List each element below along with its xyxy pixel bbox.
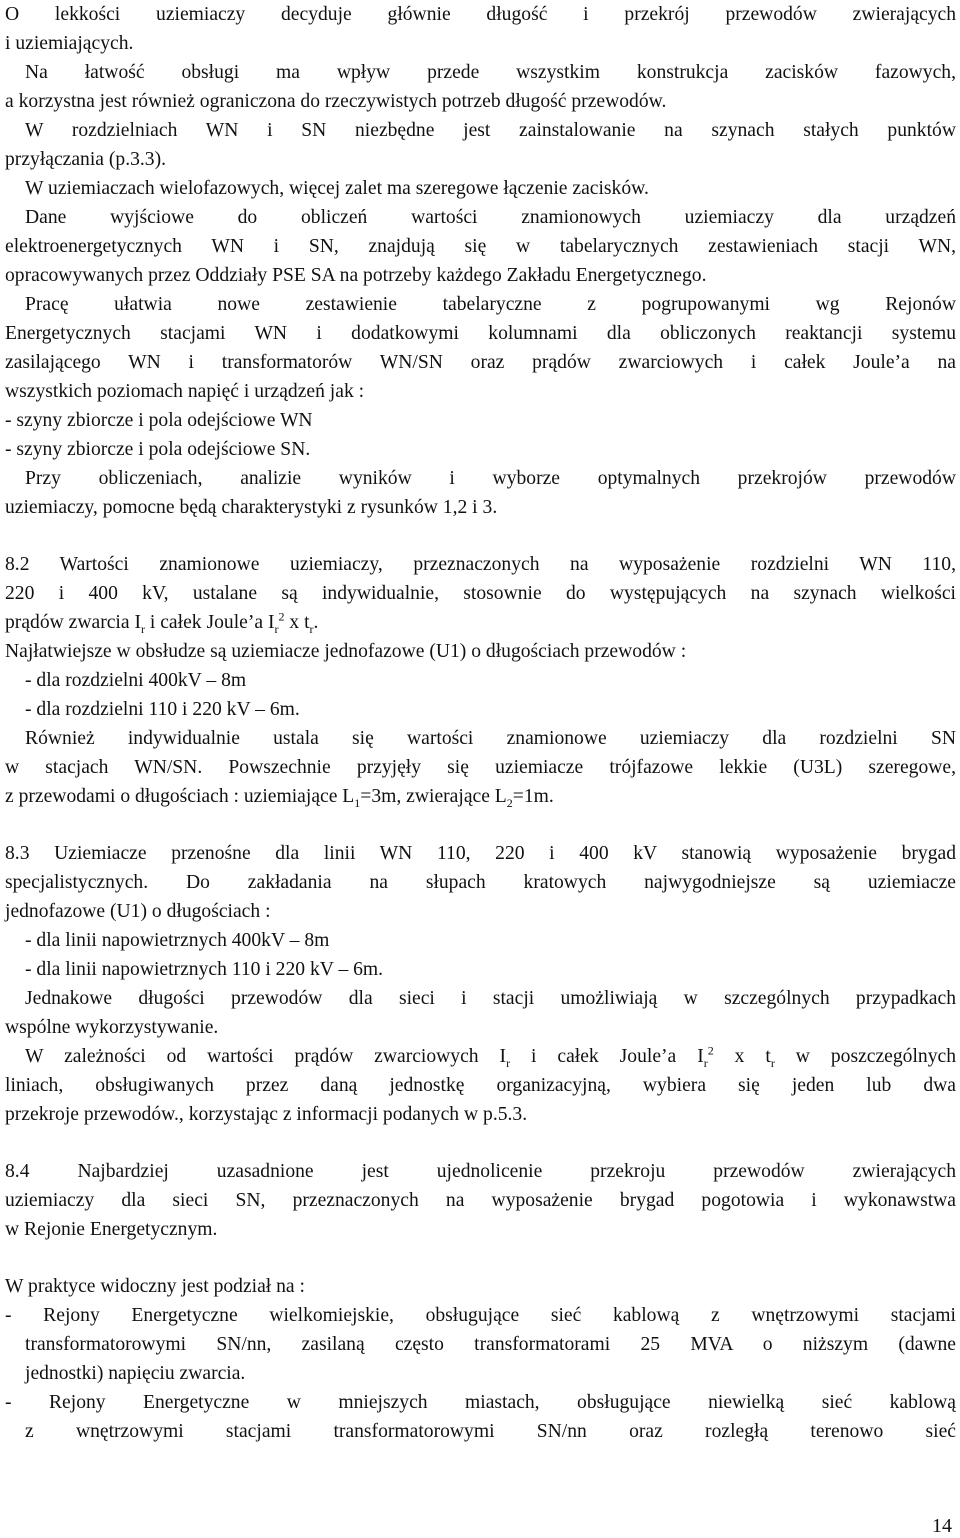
list-item: - szyny zbiorcze i pola odejściowe SN. — [5, 439, 311, 460]
text-line: specjalistycznych. Do zakładania na słupach kratowych najwygodniejsze są uziemiacze — [5, 872, 956, 893]
text-line: z przewodami o długościach : uziemiające $L_1=3m$, zwierające $L_2=1m$. — [5, 786, 554, 810]
text-line: Przy obliczeniach, analizie wyników i wyborze optymalnych przekrojów przewodów — [25, 468, 956, 489]
text-line: a korzystna jest również ograniczona do rzeczywistych potrzeb długość przewodów. — [5, 91, 667, 112]
text-line: Najłatwiejsze w obsłudze są uziemiacze jednofazowe (U1) o długościach przewodów : — [5, 641, 687, 662]
text-line: Energetycznych stacjami WN i dodatkowymi kolumnami dla obliczonych reaktancji systemu — [5, 323, 956, 344]
text-line: W zależności od wartości prądów zwarciowych $I_r$ i całek Joule’a $I_r^2$ x $t_r$ w poszczególnych — [25, 1043, 956, 1070]
section-8-4-heading-line: 8.4 Najbardziej uzasadnione jest ujednolicenie przekroju przewodów zwierających — [5, 1161, 956, 1182]
text-line: uziemiaczy dla sieci SN, przeznaczonych na wyposażenie brygad pogotowia i wykonawstwa — [5, 1190, 956, 1211]
text-line: W uziemiaczach wielofazowych, więcej zalet ma szeregowe łączenie zacisków. — [25, 178, 649, 199]
text-line: zasilającego WN i transformatorów WN/SN oraz prądów zwarciowych i całek Joule’a na — [5, 352, 956, 373]
text-line: Dane wyjściowe do obliczeń wartości znamionowych uziemiaczy dla urządzeń — [25, 207, 956, 228]
section-8-2-heading-line: 8.2 Wartości znamionowe uziemiaczy, przeznaczonych na wyposażenie rozdzielni WN 110, — [5, 554, 956, 575]
text-line: przyłączania (p.3.3). — [5, 149, 167, 170]
list-item: - dla linii napowietrznych 400kV – 8m — [25, 930, 330, 951]
text-line: uziemiaczy, pomocne będą charakterystyki z rysunków 1,2 i 3. — [5, 497, 498, 518]
page-number: 14 — [932, 1515, 952, 1537]
list-item: - dla rozdzielni 110 i 220 kV – 6m. — [25, 699, 300, 720]
text-line: i uziemiających. — [5, 33, 134, 54]
text-line: W praktyce widoczny jest podział na : — [5, 1276, 305, 1297]
list-item: - szyny zbiorcze i pola odejściowe WN — [5, 410, 313, 431]
text-line: Również indywidualnie ustala się wartości znamionowe uziemiaczy dla rozdzielni SN — [25, 728, 956, 749]
text-line: transformatorowymi SN/nn, zasilaną często transformatorami 25 MVA o niższym (dawne — [25, 1334, 956, 1355]
list-item: - dla linii napowietrznych 110 i 220 kV – 6m. — [25, 959, 384, 980]
text-line: wszystkich poziomach napięć i urządzeń jak : — [5, 381, 365, 402]
text-line: elektroenergetycznych WN i SN, znajdują się w tabelarycznych zestawieniach stacji WN, — [5, 236, 956, 257]
text-line: w stacjach WN/SN. Powszechnie przyjęły się uziemiacze trójfazowe lekkie (U3L) szeregowe, — [5, 757, 956, 778]
text-line: Na łatwość obsługi ma wpływ przede wszystkim konstrukcja zacisków fazowych, — [25, 62, 956, 83]
text-line: wspólne wykorzystywanie. — [5, 1017, 219, 1038]
text-line: O lekkości uziemiaczy decyduje głównie długość i przekrój przewodów zwierających — [5, 4, 956, 25]
text-line: liniach, obsługiwanych przez daną jednostkę organizacyjną, wybiera się jeden lub dwa — [5, 1075, 956, 1096]
text-line: 220 i 400 kV, ustalane są indywidualnie, stosownie do występujących na szynach wielkości — [5, 583, 956, 604]
list-item: - Rejony Energetyczne w mniejszych miastach, obsługujące niewielką sieć kablową — [5, 1392, 956, 1413]
text-line: jednostki) napięciu zwarcia. — [25, 1363, 246, 1384]
text-line: Pracę ułatwia nowe zestawienie tabelaryczne z pogrupowanymi wg Rejonów — [25, 294, 956, 315]
document-body — [5, 0, 956, 1446]
section-8-3-heading-line: 8.3 Uziemiacze przenośne dla linii WN 110, 220 i 400 kV stanowią wyposażenie brygad — [5, 843, 956, 864]
text-line: prądów zwarcia $I_r$ i całek Joule’a $I_r^2$ x $t_r$. — [5, 609, 319, 636]
text-line: przekroje przewodów., korzystając z informacji podanych w p.5.3. — [5, 1104, 528, 1125]
text-line: jednofazowe (U1) o długościach : — [5, 901, 271, 922]
text-line: z wnętrzowymi stacjami transformatorowymi SN/nn oraz rozległą terenowo sieć — [25, 1421, 956, 1442]
text-line: W rozdzielniach WN i SN niezbędne jest zainstalowanie na szynach stałych punktów — [25, 120, 956, 141]
text-line: Jednakowe długości przewodów dla sieci i stacji umożliwiają w szczególnych przypadkach — [25, 988, 956, 1009]
list-item: - dla rozdzielni 400kV – 8m — [25, 670, 247, 691]
text-line: w Rejonie Energetycznym. — [5, 1219, 218, 1240]
list-item: - Rejony Energetyczne wielkomiejskie, obsługujące sieć kablową z wnętrzowymi stacjami — [5, 1305, 956, 1326]
text-line: opracowywanych przez Oddziały PSE SA na potrzeby każdego Zakładu Energetycznego. — [5, 265, 707, 286]
